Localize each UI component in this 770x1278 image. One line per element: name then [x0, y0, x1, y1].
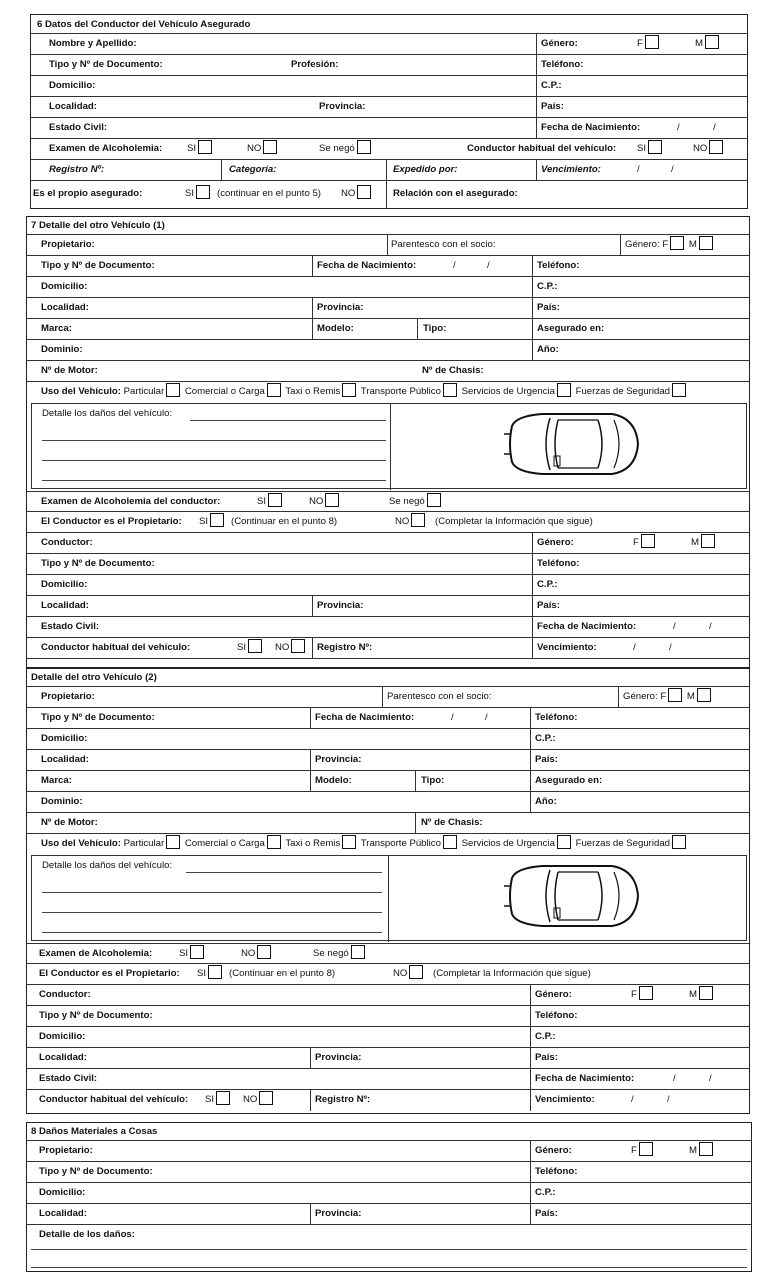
- car-diagram-icon: [502, 412, 642, 476]
- habitual-no-checkbox[interactable]: [291, 639, 305, 653]
- uso-label: Uso del Vehículo:: [41, 386, 121, 397]
- anio-label: Año:: [535, 796, 557, 807]
- habitual-no-checkbox[interactable]: [259, 1091, 273, 1105]
- section-6-header: [31, 15, 747, 34]
- domicilio-label: Domicilio:: [39, 1031, 86, 1042]
- cp-label: C.P.:: [541, 80, 562, 91]
- pais-label: País:: [535, 754, 558, 765]
- habitual-si-checkbox[interactable]: [648, 140, 662, 154]
- asegurado-en-label: Asegurado en:: [535, 775, 603, 786]
- propietario-label: Propietario:: [41, 239, 95, 250]
- genero-m-checkbox[interactable]: [699, 986, 713, 1000]
- alcoholemia-label: Examen de Alcoholemia del conductor:: [41, 496, 221, 507]
- provincia-label: Provincia:: [315, 1052, 362, 1063]
- cp-label: C.P.:: [535, 1187, 556, 1198]
- habitual-label: Conductor habitual del vehículo:: [39, 1094, 189, 1105]
- alcoholemia-si-checkbox[interactable]: [190, 945, 204, 959]
- vencimiento-label: Vencimiento:: [541, 164, 601, 175]
- marca-label: Marca:: [41, 323, 72, 334]
- localidad-label: Localidad:: [39, 1052, 87, 1063]
- uso-urgencia-checkbox[interactable]: [557, 383, 571, 397]
- alcoholemia-nego-checkbox[interactable]: [427, 493, 441, 507]
- tipo-doc-label: Tipo y Nº de Documento:: [39, 1166, 153, 1177]
- provincia-label: Provincia:: [317, 302, 364, 313]
- uso-comercial-checkbox[interactable]: [267, 383, 281, 397]
- estado-civil-label: Estado Civil:: [41, 621, 100, 632]
- provincia-label: Provincia:: [319, 101, 366, 112]
- cond-prop-no-checkbox[interactable]: [409, 965, 423, 979]
- cp-label: C.P.:: [535, 1031, 556, 1042]
- parentesco-label: Parentesco con el socio:: [391, 239, 496, 250]
- pais-label: País:: [537, 600, 560, 611]
- localidad-label: Localidad:: [41, 302, 89, 313]
- car-diagram-icon: [502, 864, 642, 928]
- fecha-nac-label: Fecha de Nacimiento:: [537, 621, 637, 632]
- cond-prop-label: El Conductor es el Propietario:: [39, 968, 180, 979]
- motor-label: Nº de Motor:: [41, 365, 98, 376]
- tipo-doc-label: Tipo y Nº de Documento:: [39, 1010, 153, 1021]
- asegurado-en-label: Asegurado en:: [537, 323, 605, 334]
- uso-taxi-checkbox[interactable]: [342, 383, 356, 397]
- registro-label: Registro Nº:: [315, 1094, 371, 1105]
- genero-f-checkbox[interactable]: [668, 688, 682, 702]
- section-title: 8 Daños Materiales a Cosas: [31, 1126, 158, 1137]
- localidad-label: Localidad:: [41, 754, 89, 765]
- tipo-label: Tipo:: [423, 323, 447, 334]
- categoria-label: Categoría:: [229, 164, 277, 175]
- propio-label: Es el propio asegurado:: [33, 188, 143, 199]
- pais-label: País:: [535, 1052, 558, 1063]
- section-title: 6 Datos del Conductor del Vehículo Asegurado: [37, 19, 251, 30]
- genero-label: Género:: [541, 38, 578, 49]
- domicilio-label: Domicilio:: [41, 733, 88, 744]
- provincia-label: Provincia:: [315, 1208, 362, 1219]
- uso-fuerzas-checkbox[interactable]: [672, 835, 686, 849]
- domicilio-label: Domicilio:: [41, 281, 88, 292]
- conductor-label: Conductor:: [39, 989, 91, 1000]
- telefono-label: Teléfono:: [537, 558, 580, 569]
- cond-prop-si-checkbox[interactable]: [210, 513, 224, 527]
- provincia-label: Provincia:: [315, 754, 362, 765]
- propio-no-checkbox[interactable]: [357, 185, 371, 199]
- telefono-label: Teléfono:: [541, 59, 584, 70]
- detalle-danios-label: Detalle los daños del vehículo:: [42, 860, 173, 871]
- genero-m-checkbox[interactable]: [697, 688, 711, 702]
- chasis-label: Nº de Chasis:: [422, 365, 484, 376]
- tipo-doc-label: Tipo y Nº de Documento:: [49, 59, 163, 70]
- cond-prop-label: El Conductor es el Propietario:: [41, 516, 182, 527]
- registro-label: Registro Nº:: [317, 642, 373, 653]
- habitual-label: Conductor habitual del vehículo:: [41, 642, 191, 653]
- domicilio-label: Domicilio:: [41, 579, 88, 590]
- alcoholemia-no-checkbox[interactable]: [325, 493, 339, 507]
- pais-label: País:: [541, 101, 564, 112]
- alcoholemia-no-checkbox[interactable]: [257, 945, 271, 959]
- genero-label: Género:: [537, 537, 574, 548]
- localidad-label: Localidad:: [49, 101, 97, 112]
- telefono-label: Teléfono:: [535, 1010, 578, 1021]
- propietario-label: Propietario:: [41, 691, 95, 702]
- dominio-label: Dominio:: [41, 344, 83, 355]
- habitual-label: Conductor habitual del vehículo:: [467, 143, 617, 154]
- chasis-label: Nº de Chasis:: [421, 817, 483, 828]
- relacion-label: Relación con el asegurado:: [393, 188, 518, 199]
- conductor-label: Conductor:: [41, 537, 93, 548]
- damage-box: [31, 403, 747, 489]
- uso-fuerzas-checkbox[interactable]: [672, 383, 686, 397]
- cp-label: C.P.:: [537, 579, 558, 590]
- alcoholemia-no-checkbox[interactable]: [263, 140, 277, 154]
- genero-f-checkbox[interactable]: [639, 1142, 653, 1156]
- alcoholemia-si-checkbox[interactable]: [268, 493, 282, 507]
- genero-f-checkbox[interactable]: [645, 35, 659, 49]
- estado-civil-label: Estado Civil:: [39, 1073, 98, 1084]
- habitual-si-checkbox[interactable]: [216, 1091, 230, 1105]
- cp-label: C.P.:: [537, 281, 558, 292]
- uso-label: Uso del Vehículo:: [41, 838, 121, 849]
- uso-transporte-checkbox[interactable]: [443, 835, 457, 849]
- modelo-label: Modelo:: [317, 323, 354, 334]
- genero-m-checkbox[interactable]: [699, 236, 713, 250]
- uso-comercial-checkbox[interactable]: [267, 835, 281, 849]
- fecha-nac-label: Fecha de Nacimiento:: [317, 260, 417, 271]
- genero-label: Género:: [535, 989, 572, 1000]
- pais-label: País:: [537, 302, 560, 313]
- tipo-doc-label: Tipo y Nº de Documento:: [41, 260, 155, 271]
- alcoholemia-si-checkbox[interactable]: [198, 140, 212, 154]
- section-6: 6 Datos del Conductor del Vehículo Asegurado Nombre y Apellido: Género: F M Tipo y Nº de Documento: Profesión: Teléfono: Domicilio: C.P.: Localidad: Provincia: País: Estado Civil: Fecha de Nacimiento: / / Examen de Alcoholemia: SI NO Se negó Conductor habitual del vehículo: SI NO Registro Nº: Categoría: Expedido por: Vencimiento: / / Es el propio asegurado: SI (continuar en el punto 5) NO Relación con el asegurado:: [30, 14, 748, 209]
- localidad-label: Localidad:: [41, 600, 89, 611]
- alcoholemia-nego-checkbox[interactable]: [351, 945, 365, 959]
- uso-particular-checkbox[interactable]: [166, 835, 180, 849]
- tipo-doc-label: Tipo y Nº de Documento:: [41, 712, 155, 723]
- telefono-label: Teléfono:: [535, 1166, 578, 1177]
- registro-label: Registro Nº:: [49, 164, 105, 175]
- genero-f-checkbox[interactable]: [641, 534, 655, 548]
- domicilio-label: Domicilio:: [39, 1187, 86, 1198]
- propietario-label: Propietario:: [39, 1145, 93, 1156]
- genero-label: Género:: [535, 1145, 572, 1156]
- alcoholemia-nego-checkbox[interactable]: [357, 140, 371, 154]
- alcoholemia-label: Examen de Alcoholemia:: [49, 143, 163, 154]
- cp-label: C.P.:: [535, 733, 556, 744]
- section-title: 7 Detalle del otro Vehículo (1): [31, 220, 165, 231]
- telefono-label: Teléfono:: [535, 712, 578, 723]
- cond-prop-si-checkbox[interactable]: [208, 965, 222, 979]
- genero-m-checkbox[interactable]: [705, 35, 719, 49]
- fecha-nac-label: Fecha de Nacimiento:: [535, 1073, 635, 1084]
- dominio-label: Dominio:: [41, 796, 83, 807]
- vencimiento-label: Vencimiento:: [535, 1094, 595, 1105]
- genero-f-checkbox[interactable]: [639, 986, 653, 1000]
- uso-urgencia-checkbox[interactable]: [557, 835, 571, 849]
- localidad-label: Localidad:: [39, 1208, 87, 1219]
- section-7: 7 Detalle del otro Vehículo (1) Propietario: Parentesco con el socio: Género: F M Tipo y Nº de Documento: Fecha de Nacimiento: / / Teléfono: Domicilio: C.P.: Localidad: Provincia: País: Marca: Modelo: Tipo: Asegurado en: Dominio: Año: Nº de Motor: Nº de Chasis: Uso del Vehículo: Particular Comercial o Carga Taxi o Remis Transporte Público Servicios de Urgencia Fuerzas de Seguridad Detalle los daños del vehículo: Examen de Alcoholemia del conductor: SI NO Se negó El Conductor es el Propietario: SI (Continuar en el punto 8) NO (Completar la Información que sigue) Conductor: Género: F M Tipo y Nº de Documento: Teléfono: Domicilio: C.P.: Localidad: Provincia: País: Estado Civil: Fecha de Nacimiento: / / Conductor habitual del vehículo: SI NO Registro Nº: Vencimiento: / /: [26, 216, 750, 668]
- section-title: Detalle del otro Vehículo (2): [31, 672, 157, 683]
- genero-m-checkbox[interactable]: [699, 1142, 713, 1156]
- habitual-no-checkbox[interactable]: [709, 140, 723, 154]
- tipo-doc-label: Tipo y Nº de Documento:: [41, 558, 155, 569]
- habitual-si-checkbox[interactable]: [248, 639, 262, 653]
- modelo-label: Modelo:: [315, 775, 352, 786]
- motor-label: Nº de Motor:: [41, 817, 98, 828]
- provincia-label: Provincia:: [317, 600, 364, 611]
- propio-si-checkbox[interactable]: [196, 185, 210, 199]
- anio-label: Año:: [537, 344, 559, 355]
- expedido-label: Expedido por:: [393, 164, 458, 175]
- damage-box: [31, 855, 747, 941]
- uso-taxi-checkbox[interactable]: [342, 835, 356, 849]
- uso-particular-checkbox[interactable]: [166, 383, 180, 397]
- parentesco-label: Parentesco con el socio:: [387, 691, 492, 702]
- uso-transporte-checkbox[interactable]: [443, 383, 457, 397]
- section-7-vehicle-2: Detalle del otro Vehículo (2) Propietario: Parentesco con el socio: Género: F M Tipo y Nº de Documento: Fecha de Nacimiento: / / Teléfono: Domicilio: C.P.: Localidad: Provincia: País: Marca: Modelo: Tipo: Asegurado en: Dominio: Año: Nº de Motor: Nº de Chasis: Uso del Vehículo: Particular Comercial o Carga Taxi o Remis Transporte Público Servicios de Urgencia Fuerzas de Seguridad Detalle los daños del vehículo: Examen de Alcoholemia: SI NO Se negó El Conductor es el Propietario: SI (Continuar en el punto 8) NO (Completar la Información que sigue) Conductor: Género: F M Tipo y Nº de Documento: Teléfono: Domicilio: C.P.: Localidad: Provincia: País: Estado Civil: Fecha de Nacimiento: / / Conductor habitual del vehículo: SI NO Registro Nº: Vencimiento: / /: [26, 668, 750, 1114]
- detalle-danios-label: Detalle de los daños:: [39, 1229, 135, 1240]
- fecha-nac-label: Fecha de Nacimiento:: [315, 712, 415, 723]
- profesion-label: Profesión:: [291, 59, 339, 70]
- section-8: 8 Daños Materiales a Cosas Propietario: Género: F M Tipo y Nº de Documento: Teléfono: Domicilio: C.P.: Localidad: Provincia: País: Detalle de los daños:: [26, 1122, 752, 1272]
- fecha-nac-label: Fecha de Nacimiento:: [541, 122, 641, 133]
- genero-m-checkbox[interactable]: [701, 534, 715, 548]
- tipo-label: Tipo:: [421, 775, 445, 786]
- vencimiento-label: Vencimiento:: [537, 642, 597, 653]
- pais-label: País:: [535, 1208, 558, 1219]
- marca-label: Marca:: [41, 775, 72, 786]
- genero-f-checkbox[interactable]: [670, 236, 684, 250]
- telefono-label: Teléfono:: [537, 260, 580, 271]
- nombre-label: Nombre y Apellido:: [49, 38, 137, 49]
- domicilio-label: Domicilio:: [49, 80, 96, 91]
- cond-prop-no-checkbox[interactable]: [411, 513, 425, 527]
- detalle-danios-label: Detalle los daños del vehículo:: [42, 408, 173, 419]
- estado-civil-label: Estado Civil:: [49, 122, 108, 133]
- alcoholemia-label: Examen de Alcoholemia:: [39, 948, 153, 959]
